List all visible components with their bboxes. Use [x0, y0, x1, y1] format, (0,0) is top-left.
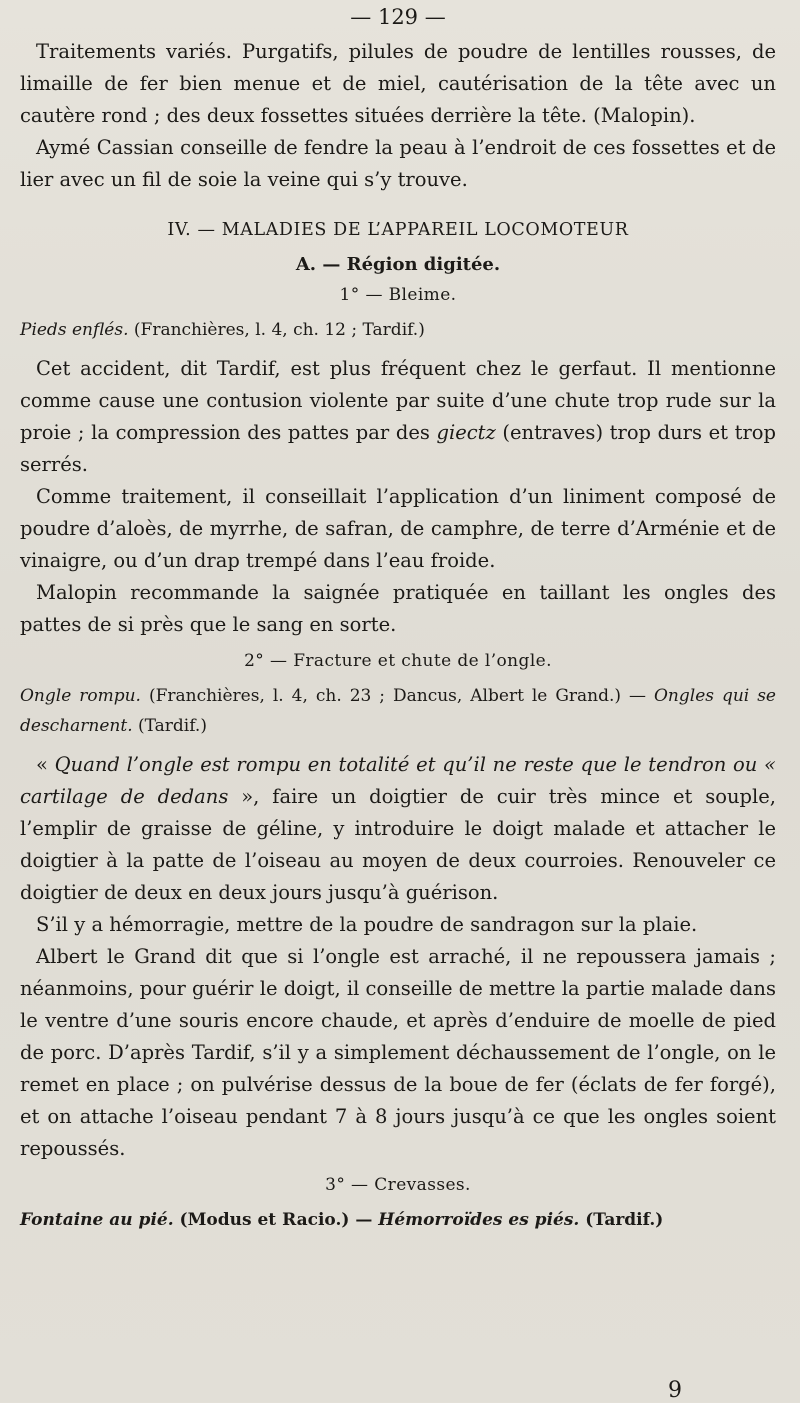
paragraph-bleime-cause	[20, 353, 776, 481]
subsection-heading-a: A. — Région digitée.	[295, 254, 501, 275]
italic-quote: Quand l’ongle est rompu en totalité et qu’il ne reste que le tendron ou « cartilage de dedans	[20, 753, 776, 808]
signature-mark: 9	[668, 1378, 682, 1403]
paragraph-doigtier	[20, 749, 776, 909]
reference-pieds-enfles	[20, 315, 776, 345]
reference-term: Pieds enflés.	[20, 320, 129, 340]
quote-mark: «	[36, 753, 55, 776]
paragraph-malopin-saignee: Malopin recommande la saignée pratiquée en taillant les ongles des pattes de si près que le sang en sorte.	[20, 581, 776, 636]
reference-sources: (Modus et Racio.) —	[173, 1210, 379, 1230]
item-heading-bleime: 1° — Bleime.	[339, 285, 457, 305]
paragraph-bleime-treatment: Comme traitement, il conseillait l’application d’un liniment composé de poudre d’aloès, de myrrhe, de safran, de camphre, de terre d’Arménie et de vinaigre, ou d’un drap trempé dans l’eau froide.	[20, 485, 776, 572]
text-segment: », faire un doigtier de cuir très mince et souple, l’emplir de graisse de géline, y introduire le doigt malade et attacher le doigtier à la patte de l’oiseau au moyen de deux courroies. Renouveler ce doigtier de deux en deux jours jusqu’à guérison.	[20, 785, 776, 904]
text-segment: (entraves) trop durs et trop serrés.	[20, 421, 776, 476]
paragraph-albert-le-grand: Albert le Grand dit que si l’ongle est arraché, il ne repoussera jamais ; néanmoins, pour guérir le doigt, il conseille de mettre la partie malade dans le ventre d’une souris encore chaude, et après d’enduire de moelle de pied de porc. D’après Tardif, s’il y a simplement déchaussement de l’ongle, on le remet en place ; on pulvérise dessus de la boue de fer (éclats de fer forgé), et on attache l’oiseau pendant 7 à 8 jours jusqu’à ce que les ongles soient repoussés.	[20, 945, 776, 1160]
italic-term-giectz: giectz	[436, 421, 496, 444]
reference-sources: (Tardif.)	[132, 716, 207, 736]
reference-sources: (Franchières, l. 4, ch. 23 ; Dancus, Albert le Grand.) —	[140, 686, 654, 706]
reference-term: Fontaine au pié.	[20, 1210, 174, 1230]
reference-sources: (Franchières, l. 4, ch. 12 ; Tardif.)	[128, 320, 425, 340]
paragraph-hemorragie: S’il y a hémorragie, mettre de la poudre de sandragon sur la plaie.	[36, 913, 698, 936]
text-segment: Cet accident, dit Tardif, est plus fréquent chez le gerfaut. Il mentionne comme cause une contusion violente par suite d’une chute trop rude sur la proie ; la compression des pattes par des	[20, 357, 776, 444]
section-heading-iv: IV. — MALADIES DE L’APPAREIL LOCOMOTEUR	[167, 220, 629, 240]
item-heading-crevasses: 3° — Crevasses.	[325, 1175, 471, 1195]
paragraph-treatments: Traitements variés. Purgatifs, pilules de poudre de lentilles rousses, de limaille de fer bien menue et de miel, cautérisation de la tête avec un cautère rond ; des deux fossettes situées derrière la tête. (Malopin).	[20, 40, 776, 127]
page-number: — 129 —	[350, 5, 446, 29]
reference-term: Ongles qui se descharnent.	[20, 686, 776, 736]
item-heading-fracture: 2° — Fracture et chute de l’ongle.	[244, 651, 552, 671]
reference-ongle-rompu	[20, 681, 776, 741]
reference-fontaine	[20, 1205, 776, 1235]
paragraph-cassian: Aymé Cassian conseille de fendre la peau à l’endroit de ces fossettes et de lier avec un fil de soie la veine qui s’y trouve.	[20, 136, 776, 191]
reference-term: Ongle rompu.	[20, 686, 141, 706]
reference-term: Hémorroïdes es piés.	[378, 1210, 580, 1230]
reference-sources: (Tardif.)	[579, 1210, 664, 1230]
